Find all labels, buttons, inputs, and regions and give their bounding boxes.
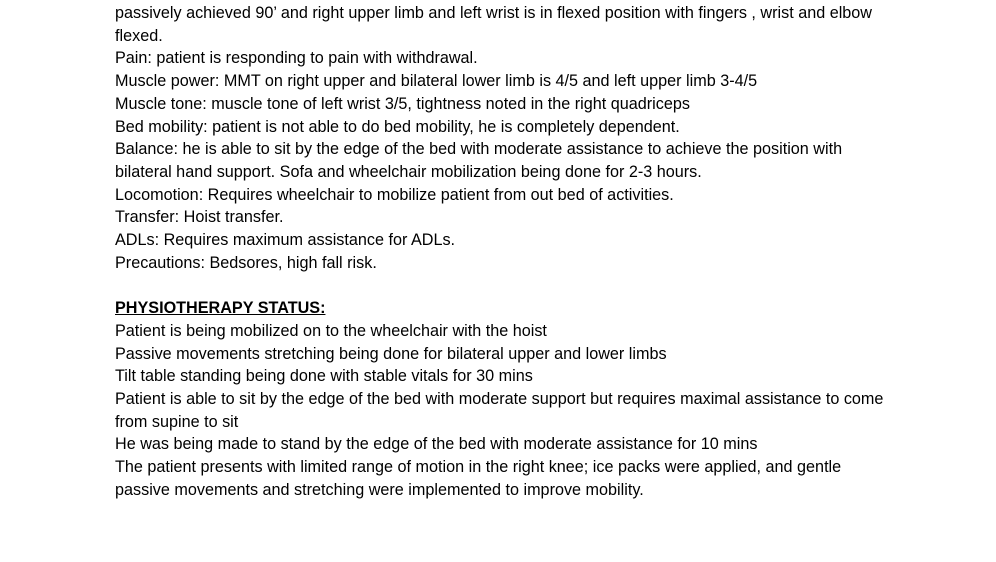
status-line-wheelchair: Patient is being mobilized on to the wheelchair with the hoist [115, 321, 547, 340]
status-line-standing: He was being made to stand by the edge of the bed with moderate assistance for 10 mins [115, 435, 758, 454]
assessment-line-balance: Balance: he is able to sit by the edge of the bed with moderate assistance to achieve the position with bilateral hand support. Sofa and wheelchair mobilization being done for 2-3 hours. [115, 140, 843, 181]
assessment-line-precautions: Precautions: Bedsores, high fall risk. [115, 253, 377, 272]
assessment-line-muscle-tone: Muscle tone: muscle tone of left wrist 3/5, tightness noted in the right quadriceps [115, 94, 690, 113]
assessment-line-posture: passively achieved 90’ and right upper limb and left wrist is in flexed position with fingers , wrist and elbow flexed. [115, 4, 872, 45]
assessment-line-locomotion: Locomotion: Requires wheelchair to mobilize patient from out bed of activities. [115, 185, 674, 204]
status-line-tilt-table: Tilt table standing being done with stable vitals for 30 mins [115, 367, 533, 386]
assessment-line-pain: Pain: patient is responding to pain with withdrawal. [115, 49, 478, 68]
assessment-line-adls: ADLs: Requires maximum assistance for ADLs. [115, 231, 456, 250]
assessment-line-muscle-power: Muscle power: MMT on right upper and bilateral lower limb is 4/5 and left upper limb 3-4/5 [115, 72, 758, 91]
document-body [115, 2, 885, 501]
assessment-line-transfer: Transfer: Hoist transfer. [115, 208, 284, 227]
status-line-sitting: Patient is able to sit by the edge of the bed with moderate support but requires maximal assistance to come from supine to sit [115, 389, 884, 431]
status-line-knee-rom: The patient presents with limited range of motion in the right knee; ice packs were applied, and gentle passive movements and stretching were implemented to improve mobility. [115, 458, 842, 499]
assessment-line-bed-mobility: Bed mobility: patient is not able to do bed mobility, he is completely dependent. [115, 117, 680, 136]
physiotherapy-status-heading: PHYSIOTHERAPY STATUS: [115, 299, 326, 318]
section-spacer [115, 274, 885, 297]
status-line-passive-movements: Passive movements stretching being done for bilateral upper and lower limbs [115, 344, 667, 363]
